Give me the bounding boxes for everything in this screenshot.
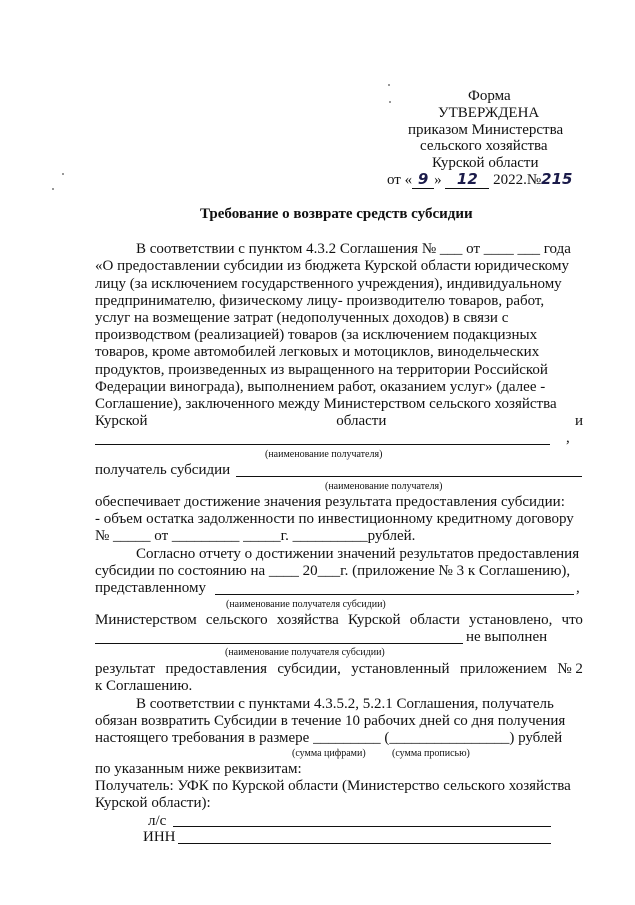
p1-line-8: продуктов, произведенных из выращенного на территории Российской (95, 362, 548, 378)
result-line-2: к Соглашению. (95, 678, 193, 694)
p1-last-word-1: Курской (95, 413, 148, 429)
date-year: 2022.№ (493, 172, 542, 188)
ministry-word-7: что (561, 612, 583, 628)
form-label: Форма (468, 88, 511, 104)
order-date-line (387, 171, 575, 189)
date-quote-close: » (434, 172, 442, 188)
p1-line-3: лицу (за исключением государственного учреждения), индивидуальному (95, 276, 562, 292)
subsidy-recipient-caption: (наименование получателя субсидии) (226, 599, 386, 610)
inn-label: ИНН (143, 829, 176, 845)
date-prefix: от « (387, 172, 413, 188)
p1-line-1: В соответствии с пунктом 4.3.2 Соглашения № ___ от ____ ___ года (136, 241, 571, 257)
ministry-word-1: Министерством (95, 612, 197, 628)
ministry-word-5: области (409, 612, 460, 628)
scan-speck (52, 188, 54, 190)
not-fulfilled-underline (95, 643, 463, 644)
ministry-word-2: сельского (205, 612, 268, 628)
scan-speck (388, 84, 390, 86)
recipient-underline (236, 476, 582, 477)
document-title: Требование о возврате средств субсидии (200, 206, 473, 222)
submitted-label: представленному (95, 580, 206, 596)
p1-line-5: услуг на возмещение затрат (недополученных доходов) в связи с (95, 310, 509, 326)
sum-digits-caption: (сумма цифрами) (292, 748, 366, 759)
report-line-1: Согласно отчету о достижении значений результатов предоставления (136, 546, 580, 562)
order-number-handwritten: 215 (541, 170, 573, 188)
submitted-comma: , (576, 580, 580, 596)
account-underline (173, 826, 551, 827)
ministry-line (95, 612, 583, 629)
ministry-word-6: установлено, (469, 612, 553, 628)
account-label: л/с (148, 813, 167, 829)
p1-line-10: Соглашение), заключенного между Министерством сельского хозяйства (95, 396, 557, 412)
recipient-caption: (наименование получателя) (325, 481, 443, 492)
p1-line-4: предпринимателю, физическому лицу- производителю товаров, работ, (95, 293, 545, 309)
report-line-2: субсидии по состоянию на ____ 20___г. (приложение № 3 к Соглашению), (95, 563, 571, 579)
p1-last-word-3: и (574, 413, 583, 429)
recipient-name-underline (95, 444, 550, 445)
p1-last-word-2: области (336, 413, 387, 429)
ufk-line-2: Курской области): (95, 795, 211, 811)
ufk-line-1: Получатель: УФК по Курской области (Министерство сельского хозяйства (95, 778, 571, 794)
recipient-name-caption: (наименование получателя) (265, 449, 383, 460)
ministry-word-3: хозяйства (276, 612, 339, 628)
result-line-1 (95, 661, 583, 678)
contract-line: № _____ от _________ _____г. __________рублей. (95, 528, 416, 544)
result-word-3: субсидии, (277, 661, 341, 677)
sum-words-caption: (сумма прописью) (392, 748, 470, 759)
obligation-line-3: настоящего требования в размере _________ (________________) рублей (95, 730, 563, 746)
approved-label: УТВЕРЖДЕНА (438, 105, 540, 121)
order-line-1: приказом Министерства (408, 122, 564, 138)
details-line: по указанным ниже реквизитам: (95, 761, 302, 777)
result-word-5: приложением (459, 661, 548, 677)
result-word-1: результат (95, 661, 156, 677)
submitted-underline (215, 594, 574, 595)
p1-line-11 (95, 413, 583, 430)
recipient-comma: , (566, 430, 570, 446)
recipient-prefix: получатель субсидии (95, 462, 231, 478)
date-month-handwritten: 12 (445, 171, 489, 189)
date-day-handwritten: 9 (412, 171, 434, 189)
inn-underline (178, 843, 551, 844)
scan-speck (62, 173, 64, 175)
order-line-2: сельского хозяйства (420, 138, 548, 154)
order-line-3: Курской области (432, 155, 539, 171)
ensures-line: обеспечивает достижение значения результата предоставления субсидии: (95, 494, 565, 510)
subsidy-recipient-caption-2: (наименование получателя субсидии) (225, 647, 385, 658)
p1-line-9: Федерации винограда), выполнением работ, оказанием услуг» (далее - (95, 379, 546, 395)
not-fulfilled-label: не выполнен (466, 629, 548, 645)
obligation-line-1: В соответствии с пунктами 4.3.5.2, 5.2.1 Соглашения, получатель (136, 696, 554, 712)
result-word-6: № 2 (557, 661, 583, 677)
result-word-4: установленный (351, 661, 450, 677)
obligation-line-2: обязан возвратить Субсидии в течение 10 рабочих дней со дня получения (95, 713, 566, 729)
p1-line-6: производством (реализацией) товаров (за исключением подакцизных (95, 327, 538, 343)
p1-line-7: товаров, кроме автомобилей легковых и мотоциклов, винодельческих (95, 344, 540, 360)
result-word-2: предоставления (165, 661, 267, 677)
ministry-word-4: Курской (347, 612, 401, 628)
scan-speck (389, 101, 391, 103)
volume-line: - объем остатка задолженности по инвестиционному кредитному договору (95, 511, 574, 527)
p1-line-2: «О предоставлении субсидии из бюджета Курской области юридическому (95, 258, 569, 274)
